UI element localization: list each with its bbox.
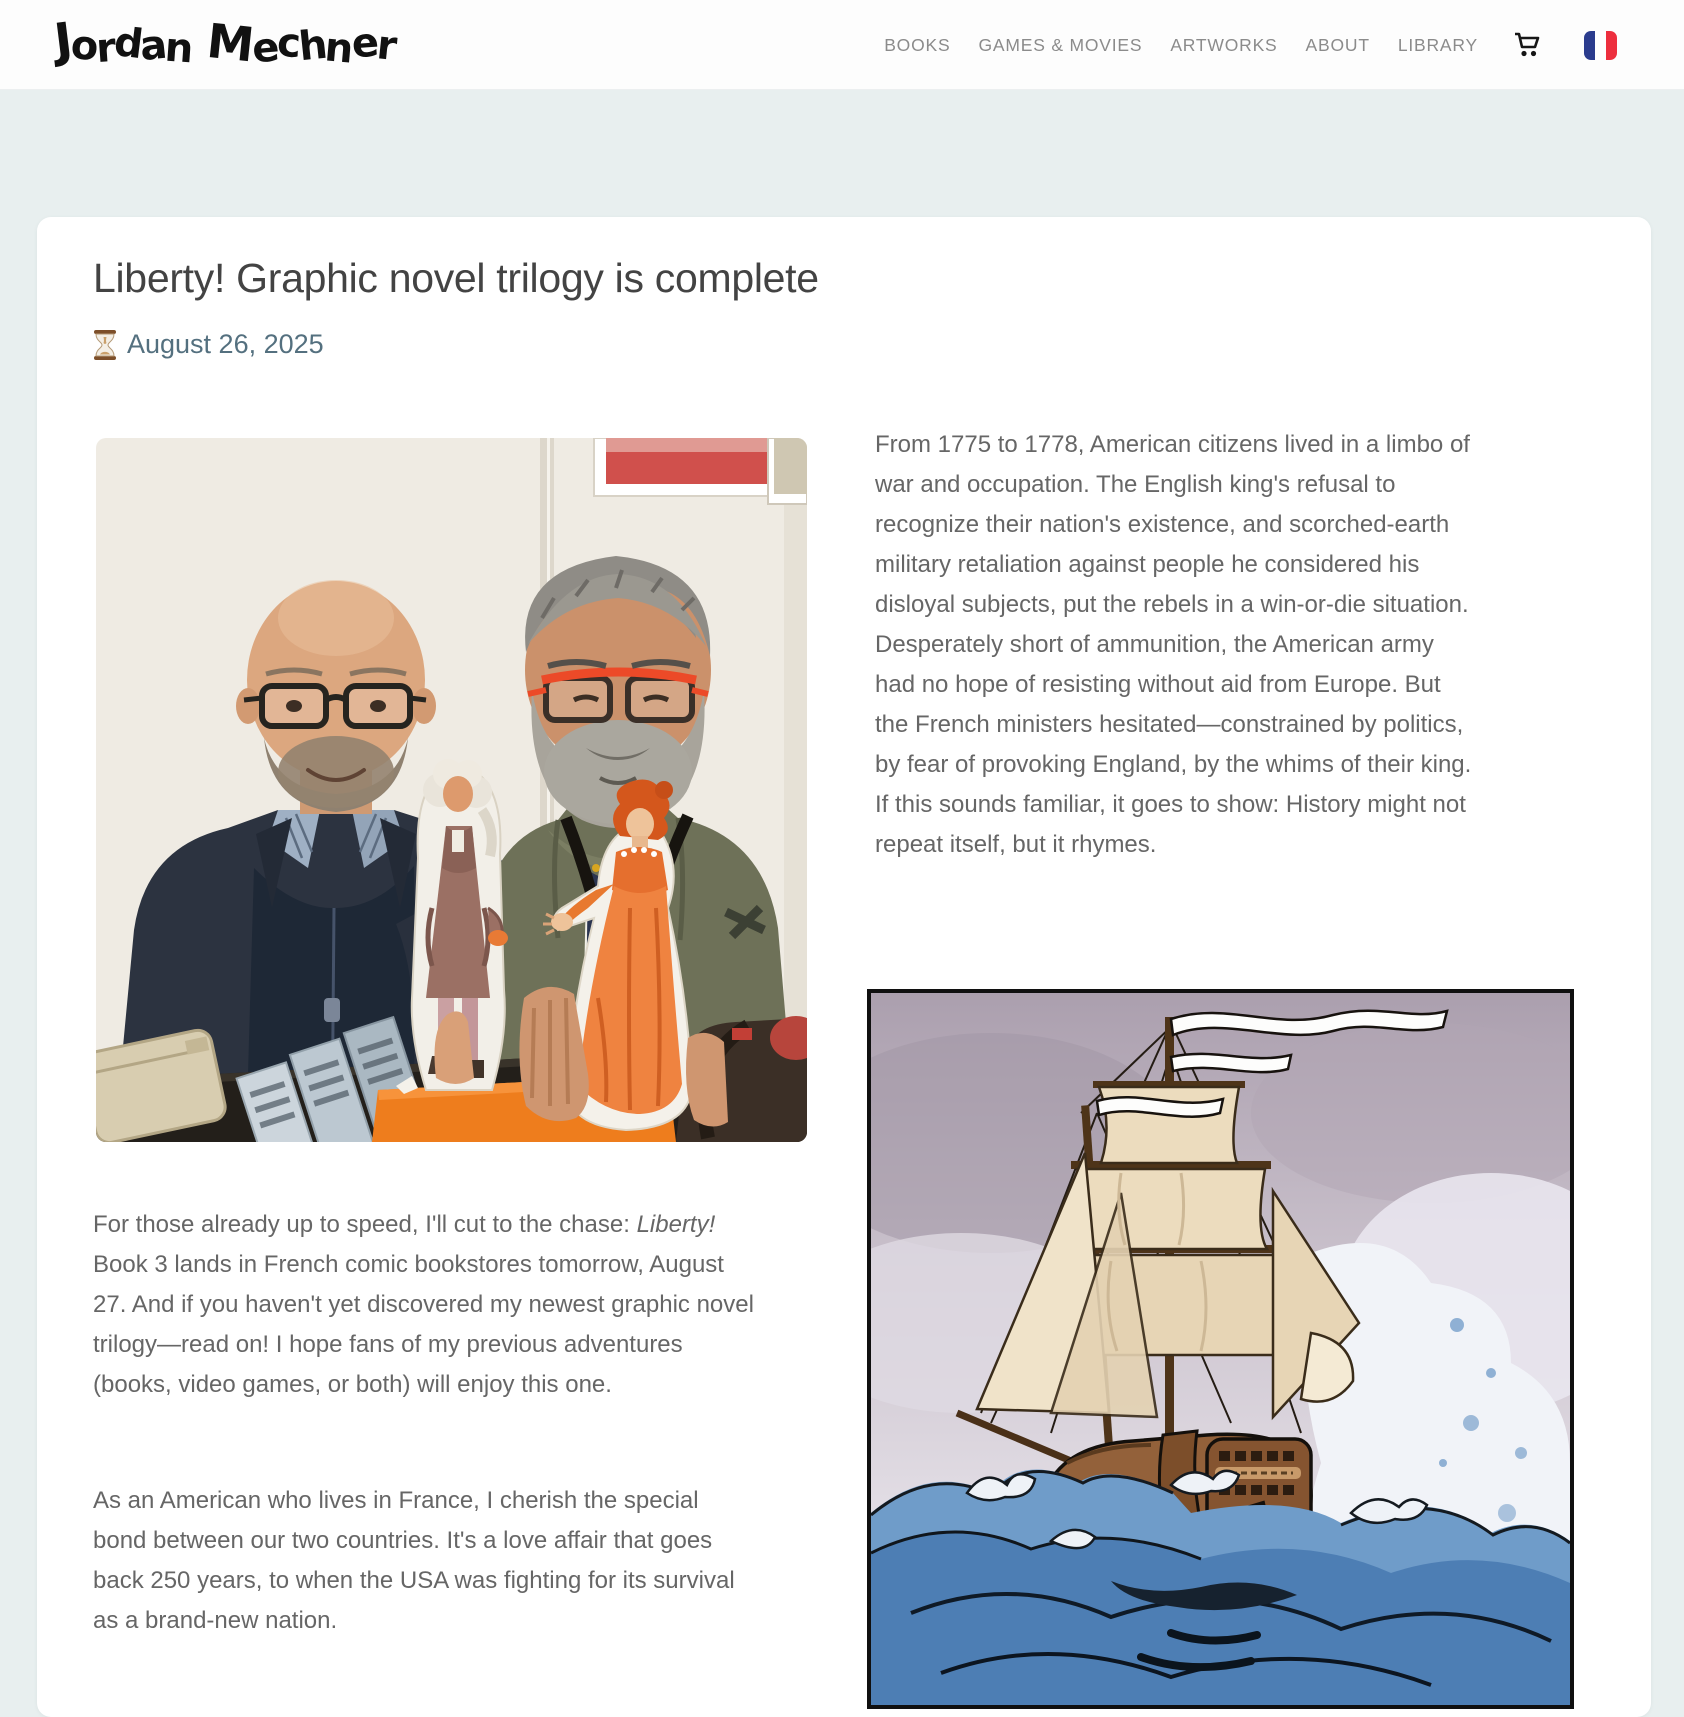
event-photo <box>96 438 807 1142</box>
second-paragraph: As an American who lives in France, I cherish the special bond between our two countries. It's a love affair that goes back 250 years, to when the USA was fighting for its survival as a brand-new nation. <box>93 1487 735 1634</box>
site-header <box>0 0 1684 90</box>
nav-item-library[interactable]: LIBRARY <box>1397 34 1478 55</box>
main-nav <box>884 0 1617 90</box>
page-title: Liberty! Graphic novel trilogy is complete <box>93 255 819 301</box>
book-title-italic: Liberty! <box>636 1211 716 1238</box>
hourglass-icon <box>93 330 117 360</box>
nav-item-artworks[interactable]: ARTWORKS <box>1170 34 1278 55</box>
comic-panel-ship-illustration <box>867 989 1574 1709</box>
site-logo[interactable]: Jordan Mechner <box>51 12 398 74</box>
french-flag-icon[interactable] <box>1584 31 1617 60</box>
nav-item-games-movies[interactable]: GAMES & MOVIES <box>978 34 1143 55</box>
history-paragraph: From 1775 to 1778, American citizens lived in a limbo of war and occupation. The English king's refusal to recognize their nation's existence, and scorched-earth military retaliation against people he considered his disloyal subjects, put the rebels in a win-or-die situation. Desperately short of ammunition, the American army had no hope of resisting without aid from Europe. But the French ministers hesitated—constrained by politics, by fear of provoking England, by the whims of their king. If this sounds familiar, it goes to show: History might not repeat itself, but it rhymes. <box>875 431 1472 858</box>
article-card <box>37 217 1651 1717</box>
page-background <box>0 90 1684 1634</box>
intro-text-after: Book 3 lands in French comic bookstores tomorrow, August 27. And if you haven't yet discovered my newest graphic novel trilogy—read on! I hope fans of my previous adventures (books, video games, or both) will enjoy this one. <box>93 1251 754 1398</box>
framed-art-beige <box>768 438 807 504</box>
nav-item-about[interactable]: ABOUT <box>1305 34 1370 55</box>
post-date-row <box>93 329 324 360</box>
intro-paragraph <box>93 1205 757 1405</box>
nav-item-books[interactable]: BOOKS <box>884 34 951 55</box>
shopping-cart-icon[interactable] <box>1512 30 1542 60</box>
intro-text-before: For those already up to speed, I'll cut to the chase: <box>93 1211 637 1238</box>
post-date: August 26, 2025 <box>127 329 324 359</box>
